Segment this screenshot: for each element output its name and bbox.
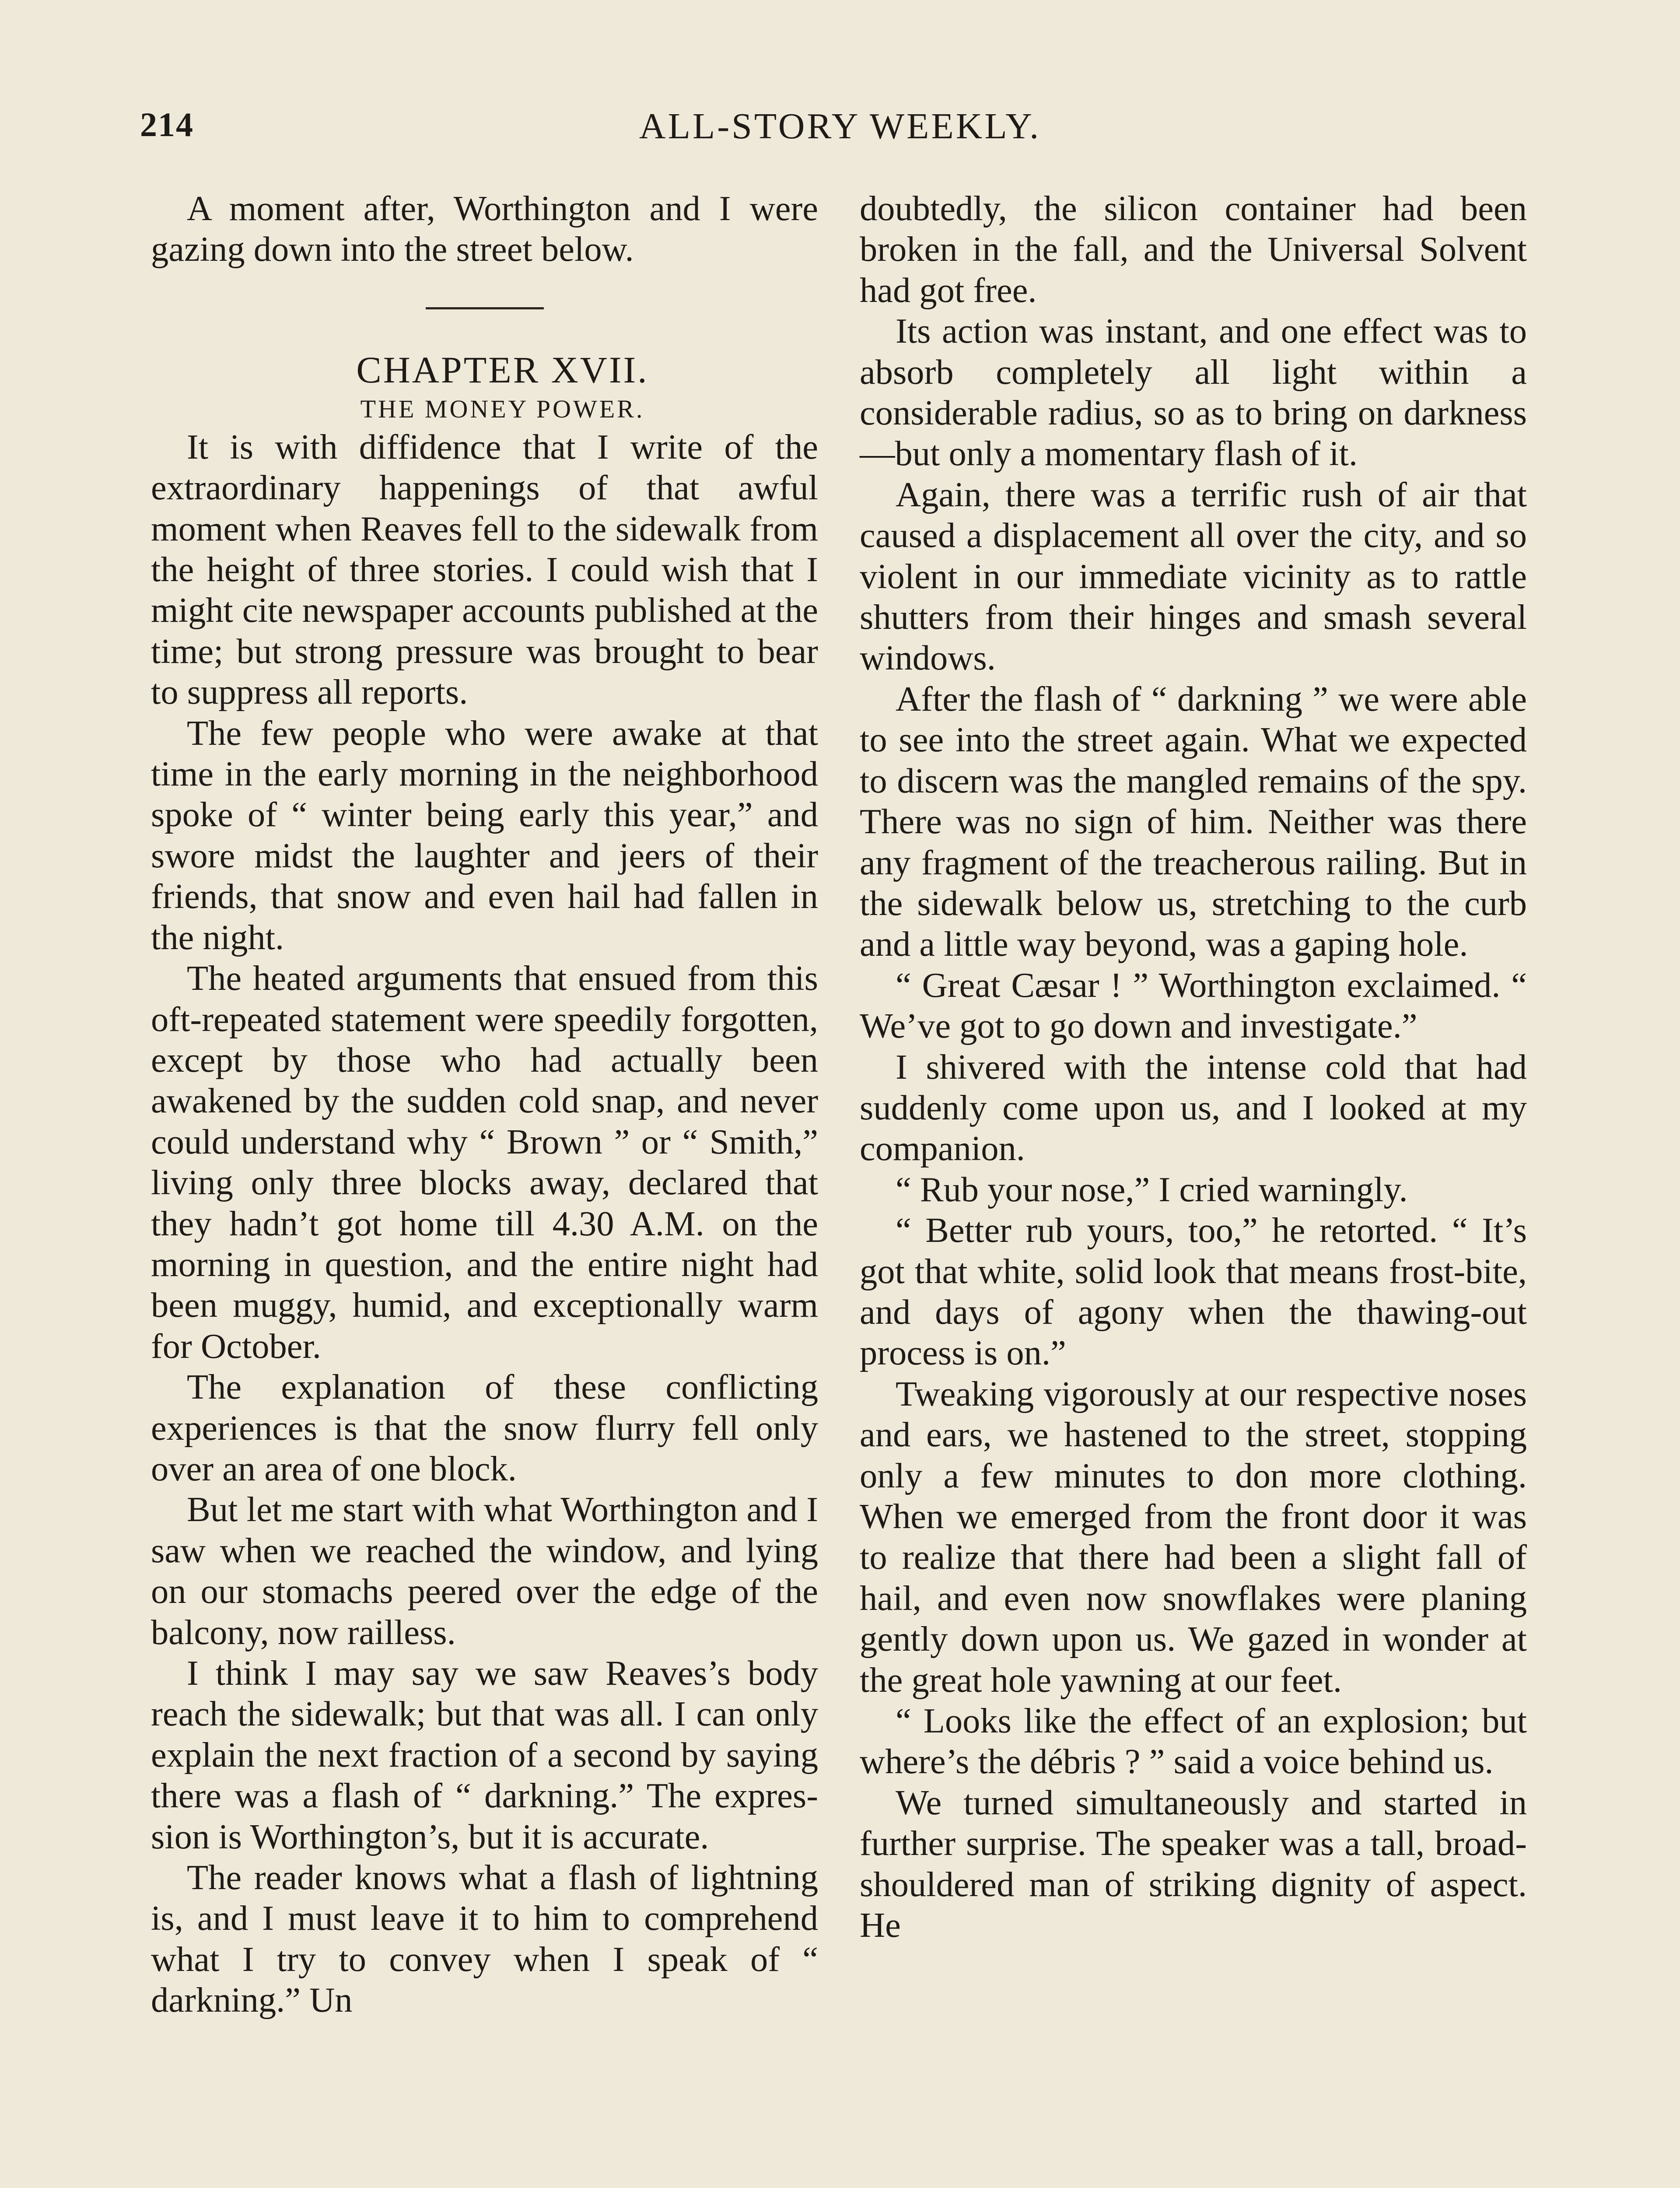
paragraph: Again, there was a terrific rush of air that caused a displacement all over the city, and so violent in our immediate vicinity as to rattle shutters from their hinges and smash several windows.: [860, 475, 1527, 678]
left-column: [151, 188, 818, 2021]
paragraph: We turned simultaneously and started in further surprise. The speaker was a tall, broad-shouldered man of striking dignity of aspect. He: [860, 1783, 1527, 1945]
paragraph: The explanation of these conflicting experiences is that the snow flurry fell only over an area of one block.: [151, 1368, 818, 1488]
opening-paragraph: A moment after, Worthington and I were gazing down into the street below.: [151, 189, 818, 269]
paragraph-continued: doubtedly, the silicon container had been broken in the fall, and the Universal Solvent had got free.: [860, 189, 1527, 310]
paragraph: “ Looks like the effect of an explosion; but where’s the débris ? ” said a voice behind us.: [860, 1701, 1527, 1781]
paragraph: I shivered with the intense cold that had suddenly come upon us, and I looked at my companion.: [860, 1047, 1527, 1168]
paragraph: “ Great Cæsar ! ” Worthington exclaimed. “ We’ve got to go down and investigate.”: [860, 965, 1527, 1046]
page-number: 214: [140, 105, 194, 144]
paragraph: I think I may say we saw Reaves’s body reach the sidewalk; but that was all. I can only explain the next fraction of a second by saying there was a flash of “ darkning.” The expression is Worthington’s, but it is accurate.: [151, 1654, 818, 1856]
paragraph: The heated arguments that ensued from this oft-repeated statement were speedily forgotten, except by those who had actually been awakened by the sudden cold snap, and never could understand why “ Brown ” or “ Smith,” living only three blocks away, declared that they hadn’t got home till 4.30 A.M. on the morning in question, and the entire night had been muggy, humid, and exceptionally warm for October.: [151, 959, 818, 1366]
paragraph: The reader knows what a flash of lightning is, and I must leave it to him to comprehend what I try to convey when I speak of “ darkning.” Un: [151, 1858, 818, 2020]
paragraph: Tweaking vigorously at our respective noses and ears, we hastened to the street, stopping only a few minutes to don more clothing. When we emerged from the front door it was to realize that there had been a slight fall of hail, and even now snowflakes were planing gently down upon us. We gazed in wonder at the great hole yawning at our feet.: [860, 1374, 1527, 1700]
chapter-subtitle: THE MONEY POWER.: [360, 394, 645, 423]
paragraph: “ Rub your nose,” I cried warningly.: [896, 1170, 1408, 1209]
running-head: ALL-STORY WEEKLY.: [639, 106, 1041, 147]
page-header: [140, 105, 1540, 162]
paragraph: After the flash of “ darkning ” we were able to see into the street again. What we expected to discern was the mangled remains of the spy. There was no sign of him. Neither was there any fragment of the treacherous railing. But in the sidewalk below us, stretching to the curb and a little way beyond, was a gaping hole.: [860, 679, 1527, 964]
chapter-title: CHAPTER XVII.: [356, 348, 649, 391]
paragraph: But let me start with what Worthington and I saw when we reached the window, and lying on our stomachs peered over the edge of the balcony, now railless.: [151, 1490, 818, 1652]
paragraph: “ Better rub yours, too,” he retorted. “ It’s got that white, solid look that means frost-bite, and days of agony when the thawing-out process is on.”: [860, 1211, 1527, 1373]
paragraph: It is with diffidence that I write of the extraordinary happenings of that awful moment when Reaves fell to the sidewalk from the height of three stories. I could wish that I might cite newspaper accounts published at the time; but strong pressure was brought to bear to suppress all reports.: [151, 427, 818, 712]
right-column: [860, 188, 1527, 1946]
paragraph: The few people who were awake at that time in the early morning in the neighborhood spoke of “ winter being early this year,” and swore midst the laughter and jeers of their friends, that snow and even hail had fallen in the night.: [151, 713, 818, 957]
section-divider: [426, 307, 544, 309]
paragraph: Its action was instant, and one effect was to absorb completely all light within a considerable radius, so as to bring on darkness—but only a momentary flash of it.: [860, 312, 1527, 473]
